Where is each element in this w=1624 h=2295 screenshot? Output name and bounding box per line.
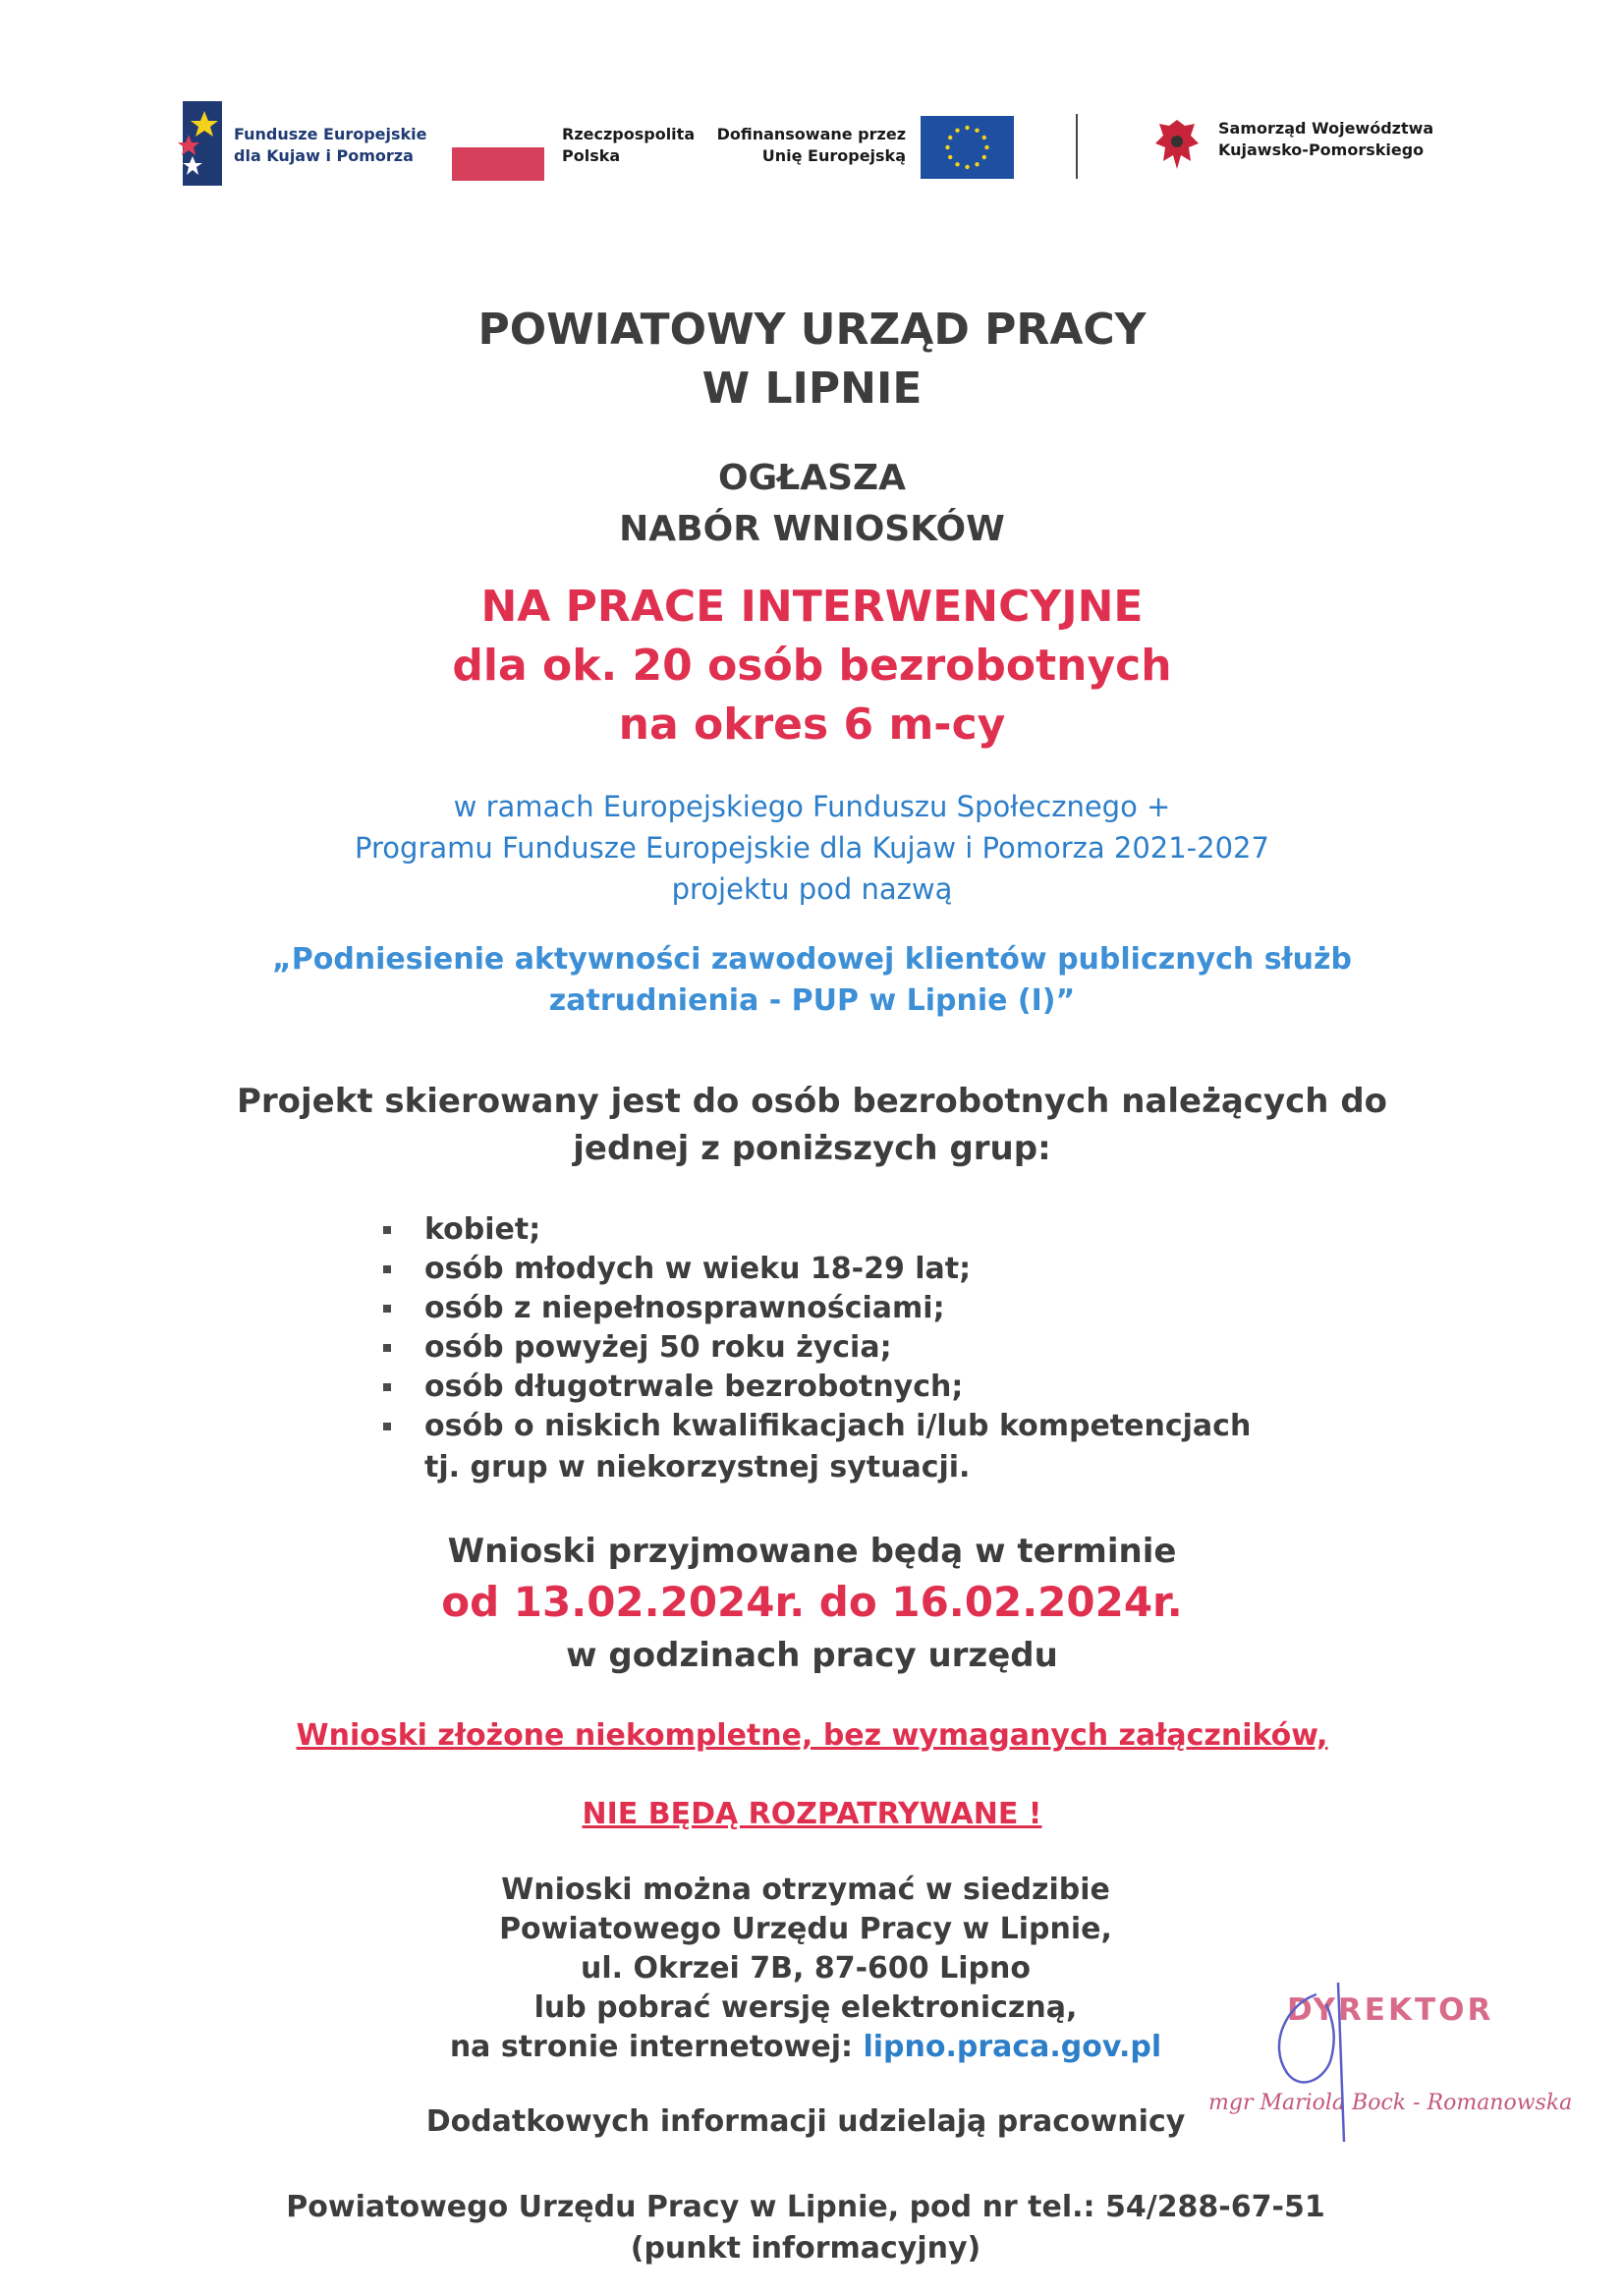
samorzad-text: Samorząd Województwa Kujawsko-Pomorskiego (1218, 119, 1434, 159)
contact-block: Wnioski można otrzymać w siedzibie Powiatowego Urzędu Pracy w Lipnie, ul. Okrzei 7B, 87-600 Lipno lub pobrać wersję elektroniczną, na stronie internetowej: lipno.praca.gov.pl (0, 1871, 1611, 2067)
stamp-name: mgr Mariola Bock - Romanowska (1208, 2091, 1573, 2115)
deadline-intro: Wnioski przyjmowane będą w terminie (447, 1532, 1177, 1571)
info-line: Dodatkowych informacji udzielają pracownicy (425, 2104, 1186, 2139)
list-item: osób długotrwale bezrobotnych; (383, 1368, 1251, 1407)
highlight-block: NA PRACE INTERWENCYJNE dla ok. 20 osób bezrobotnych na okres 6 m-cy (452, 582, 1172, 750)
list-item: kobiet; (383, 1210, 1251, 1250)
program-description: w ramach Europejskiego Funduszu Społecznego + Programu Fundusze Europejskie dla Kujaw i Pomorza 2021-2027 projektu pod nazwą (355, 790, 1269, 906)
deadline-dates: od 13.02.2024r. do 16.02.2024r. (441, 1578, 1183, 1626)
samorzad-coat-of-arms (1151, 116, 1203, 173)
website-line: na stronie internetowej: lipno.praca.gov.pl (449, 2030, 1162, 2064)
list-item: osób z niepełnosprawnościami; (383, 1289, 1251, 1328)
list-item: osób o niskich kwalifikacjach i/lub kompetencjach (383, 1407, 1251, 1446)
groups-continuation: tj. grup w niekorzystnej sytuacji. (424, 1450, 971, 1484)
announcement-title: OGŁASZA NABÓR WNIOSKÓW (619, 458, 1005, 549)
phone-block: Powiatowego Urzędu Pracy w Lipnie, pod nr tel.: 54/288-67-51 (punkt informacyjny) (286, 2190, 1325, 2266)
rzeczpospolita-text: Rzeczpospolita Polska (562, 125, 696, 165)
project-name: „Podniesienie aktywności zawodowej klientów publicznych służb zatrudnienia - PUP w Lipnie (I)” (272, 942, 1352, 1018)
fundusze-europejskie-text: Fundusze Europejskie dla Kujaw i Pomorza (234, 125, 427, 165)
fundusze-europejskie-logo (175, 101, 222, 186)
deadline-hours: w godzinach pracy urzędu (566, 1636, 1058, 1675)
logo-bar (0, 0, 1624, 196)
stamp-title: DYREKTOR (1287, 1992, 1494, 2028)
office-title: POWIATOWY URZĄD PRACY W LIPNIE (477, 305, 1147, 414)
website-link[interactable]: lipno.praca.gov.pl (863, 2030, 1162, 2064)
signature (1248, 1965, 1405, 2161)
eu-cofinanced-text: Dofinansowane przez Unię Europejską (716, 125, 906, 165)
warning-incomplete: Wnioski złożone niekompletne, bez wymaganych załączników, (296, 1718, 1328, 1753)
target-heading: Projekt skierowany jest do osób bezrobotnych należących do jednej z poniższych grup: (236, 1082, 1388, 1168)
list-item: osób powyżej 50 roku życia; (383, 1328, 1251, 1368)
polish-flag (452, 147, 544, 181)
logo-separator (1076, 114, 1078, 179)
list-item: osób młodych w wieku 18-29 lat; (383, 1250, 1251, 1289)
eu-flag (921, 116, 1014, 179)
target-groups-list (383, 1210, 1251, 1446)
warning-not-considered: NIE BĘDĄ ROZPATRYWANE ! (582, 1797, 1042, 1831)
